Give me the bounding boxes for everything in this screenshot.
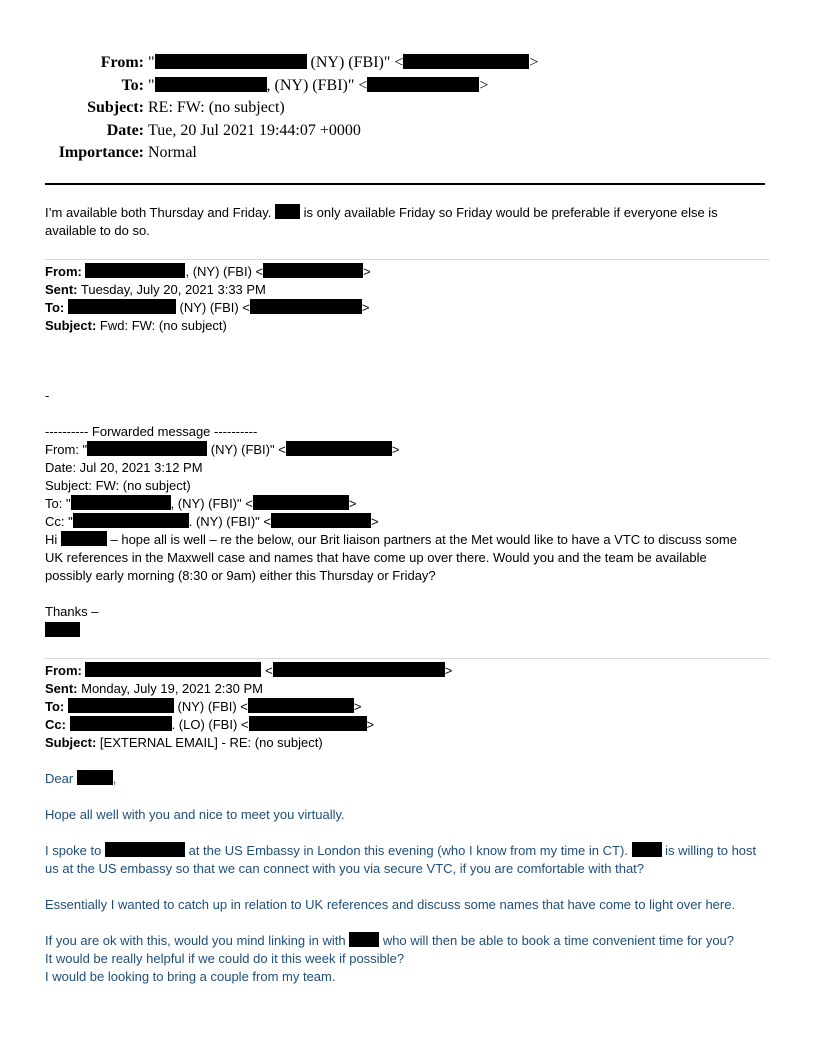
redaction-block	[349, 932, 379, 947]
header-subject-value: RE: FW: (no subject)	[148, 99, 285, 116]
fwd-thanks: Thanks –	[45, 604, 99, 619]
header-to-close: >	[479, 76, 489, 94]
redaction-block	[85, 263, 185, 278]
header-from-quote: "	[148, 54, 155, 71]
letter-paragraph-2-line-2: us at the US embassy so that we can connect with you via secure VTC, if you are comfortable with that?	[45, 861, 645, 876]
msg1-dash: -	[45, 388, 50, 403]
redaction-block	[403, 54, 529, 69]
fwd-body-line-1: Hi – hope all is well – re the below, our Brit liaison partners at the Met would like to have a VTC to discuss some	[45, 532, 737, 547]
fwd-from-row: From: " (NY) (FBI)" < >	[45, 442, 400, 457]
msg2-to-row: To: (NY) (FBI) < >	[45, 699, 362, 714]
redaction-block	[85, 662, 261, 677]
redaction-block	[68, 299, 176, 314]
msg1-sent-row: Sent: Tuesday, July 20, 2021 3:33 PM	[45, 282, 266, 297]
redaction-block	[367, 77, 479, 92]
header-from-org: (NY) (FBI)" <	[306, 54, 404, 71]
letter-paragraph-4-line-3: I would be looking to bring a couple from my team.	[45, 969, 336, 984]
letter-salutation: Dear ,	[45, 771, 117, 786]
letter-paragraph-1: Hope all well with you and nice to meet you virtually.	[45, 807, 345, 822]
redaction-block	[61, 531, 107, 546]
fwd-signature	[45, 622, 775, 640]
redaction-block	[249, 716, 367, 731]
redaction-block	[632, 842, 662, 857]
msg2-cc-row: Cc: . (LO) (FBI) < >	[45, 717, 375, 732]
message-separator	[45, 259, 770, 260]
header-importance-label: Importance:	[58, 144, 144, 161]
header-subject-row	[40, 97, 780, 120]
reply-line-2: available to do so.	[45, 223, 150, 238]
email-header	[40, 52, 780, 165]
msg1-subject-row: Subject: Fwd: FW: (no subject)	[45, 318, 227, 333]
reply-line-1: I’m available both Thursday and Friday. is only available Friday so Friday would be preferable if everyone else is	[45, 205, 718, 220]
header-to-row	[40, 75, 780, 98]
redaction-block	[73, 513, 189, 528]
fwd-to-row: To: " , (NY) (FBI)" < >	[45, 496, 357, 511]
msg1-to-row: To: (NY) (FBI) < >	[45, 300, 370, 315]
header-divider	[45, 183, 765, 185]
letter-paragraph-4-line-1: If you are ok with this, would you mind linking in with who will then be able to book a time convenient time for you?	[45, 933, 735, 948]
redaction-block	[273, 662, 445, 677]
redaction-block	[70, 716, 172, 731]
redaction-block	[71, 495, 171, 510]
letter-paragraph-3: Essentially I wanted to catch up in relation to UK references and discuss some names that have come to light over here.	[45, 897, 736, 912]
redaction-block	[250, 299, 362, 314]
header-date-row	[40, 120, 780, 143]
fwd-banner: ---------- Forwarded message ----------	[45, 424, 258, 439]
redaction-block	[253, 495, 349, 510]
header-date-label: Date:	[106, 121, 144, 139]
letter-paragraph-4-line-2: It would be really helpful if we could do it this week if possible?	[45, 951, 405, 966]
header-subject-label: Subject:	[87, 99, 144, 116]
redaction-block	[45, 622, 80, 637]
header-to-quote: "	[148, 76, 155, 94]
redaction-block	[248, 698, 354, 713]
header-from-close: >	[529, 54, 539, 71]
header-date-value: Tue, 20 Jul 2021 19:44:07 +0000	[148, 121, 361, 139]
fwd-subject-row: Subject: FW: (no subject)	[45, 478, 191, 493]
header-from-row	[40, 52, 780, 75]
redaction-block	[286, 441, 392, 456]
redaction-block	[271, 513, 371, 528]
fwd-date-row: Date: Jul 20, 2021 3:12 PM	[45, 460, 203, 475]
redaction-block	[77, 770, 113, 785]
header-to-org: , (NY) (FBI)" <	[266, 76, 368, 94]
msg2-sent-row: Sent: Monday, July 19, 2021 2:30 PM	[45, 681, 263, 696]
header-importance-row	[40, 142, 780, 165]
fwd-body-line-3: possibly early morning (8:30 or 9am) either this Thursday or Friday?	[45, 568, 436, 583]
letter-paragraph-2-line-1: I spoke to at the US Embassy in London this evening (who I know from my time in CT). is willing to host	[45, 843, 757, 858]
redaction-block	[105, 842, 185, 857]
msg2-subject-row: Subject: [EXTERNAL EMAIL] - RE: (no subject)	[45, 735, 323, 750]
redaction-block	[155, 77, 267, 92]
fwd-cc-row: Cc: " . (NY) (FBI)" < >	[45, 514, 379, 529]
redaction-block	[68, 698, 174, 713]
fwd-body-line-2: UK references in the Maxwell case and names that have come up over there. Would you and the team be available	[45, 550, 707, 565]
header-from-label: From:	[100, 54, 144, 71]
header-to-label: To:	[121, 76, 144, 94]
message-separator	[45, 658, 770, 659]
redaction-block	[87, 441, 207, 456]
header-importance-value: Normal	[148, 144, 197, 161]
msg2-from-row: From: < >	[45, 663, 453, 678]
redaction-block	[263, 263, 363, 278]
redaction-block	[155, 54, 307, 69]
redaction-block	[275, 204, 300, 219]
msg1-from-row: From: , (NY) (FBI) < >	[45, 264, 371, 279]
